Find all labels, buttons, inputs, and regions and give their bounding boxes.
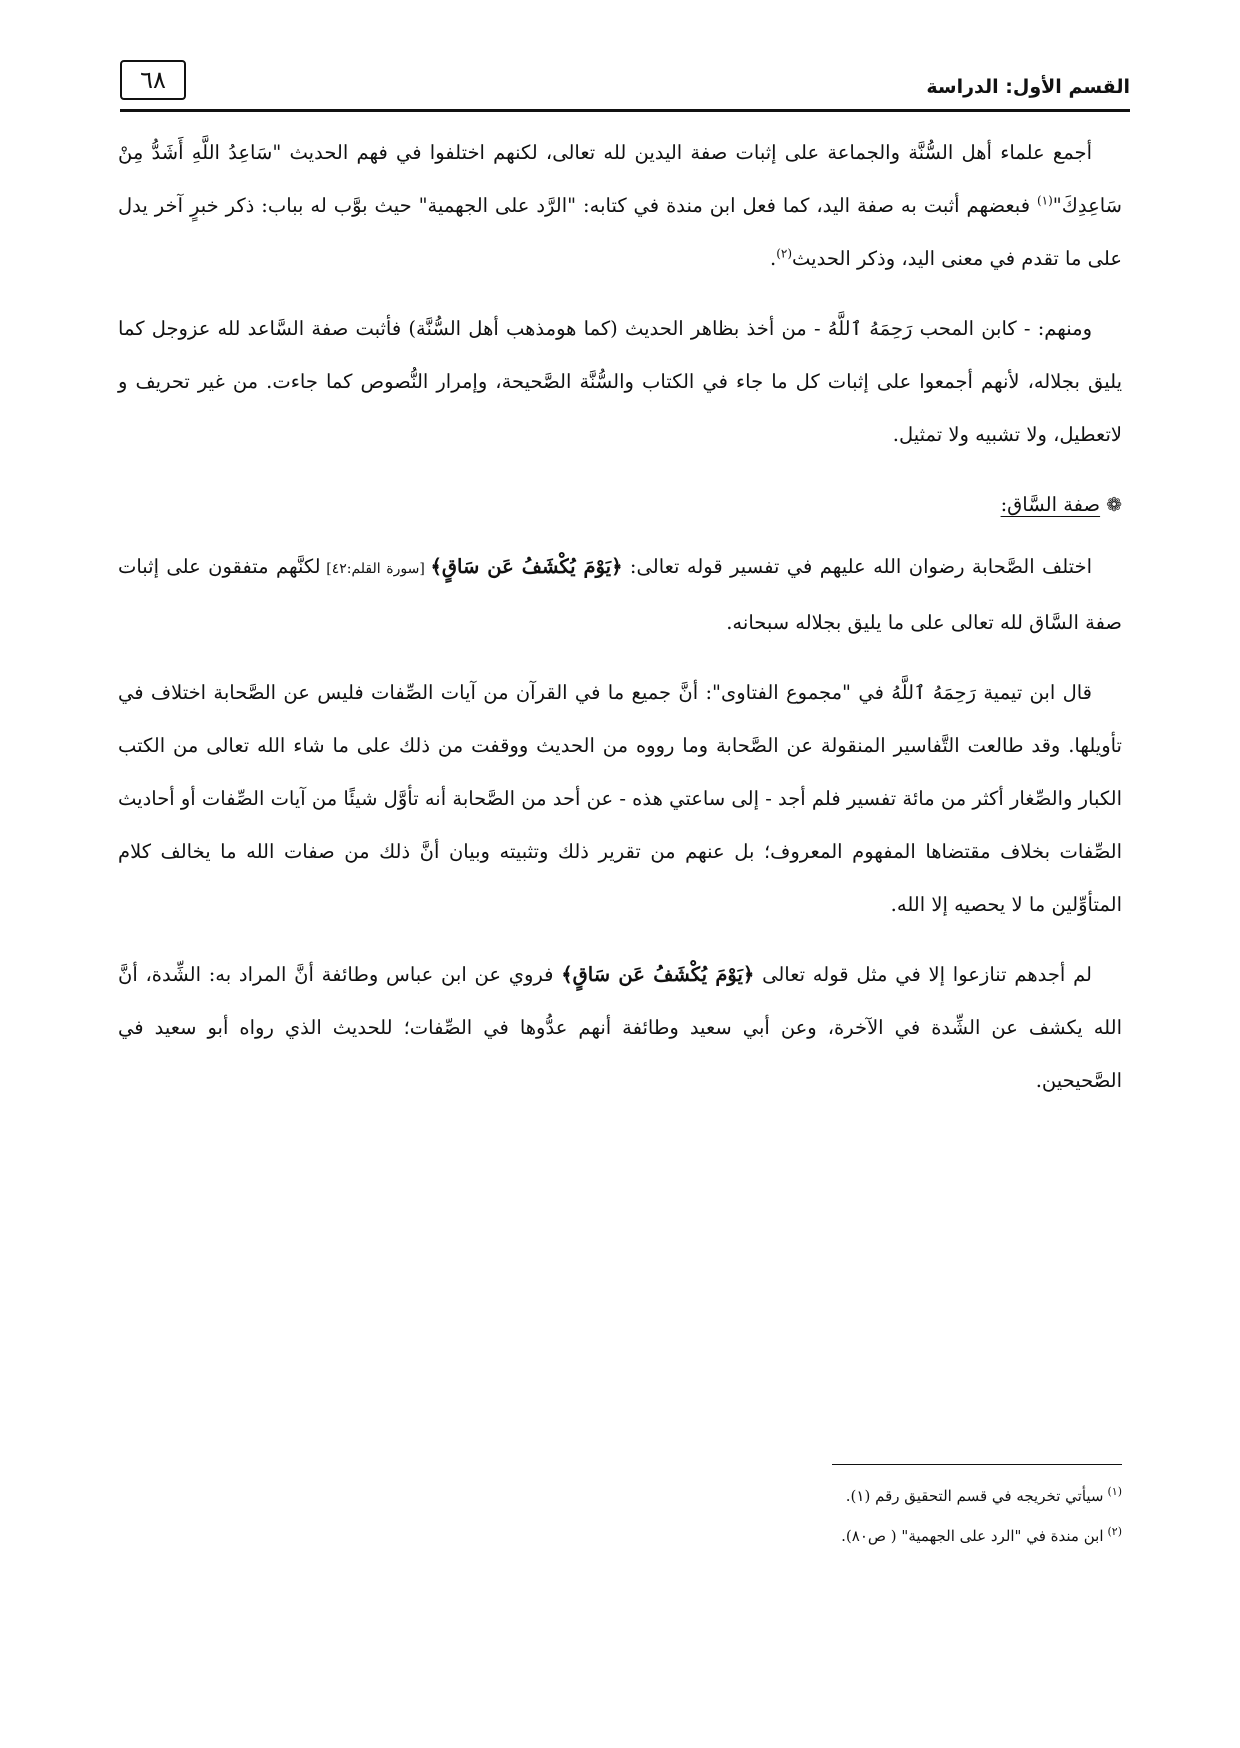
- flower-icon: ❁: [1106, 494, 1122, 516]
- footnote-text: ابن مندة في "الرد على الجهمية" ( ص٨٠).: [841, 1527, 1104, 1545]
- footnote-number: (١): [1107, 1485, 1122, 1498]
- footnote-number: (٢): [1107, 1525, 1122, 1538]
- section-title: القسم الأول: الدراسة: [926, 76, 1130, 98]
- section-heading: [118, 478, 1122, 532]
- verse-citation: [سورة القلم:٤٢]: [320, 561, 431, 577]
- footnote-1: [118, 1476, 1122, 1516]
- footnote-divider: [832, 1464, 1122, 1465]
- paragraph-5-text-a: لم أجدهم تنازعوا إلا في مثل قوله تعالى: [754, 963, 1092, 986]
- page-header: [120, 58, 1130, 108]
- paragraph-1-text-c: .: [770, 247, 777, 270]
- paragraph-3-text-a: اختلف الصَّحابة رضوان الله عليهم في تفسير قوله تعالى:: [622, 555, 1093, 578]
- quran-verse: ﴿يَوْمَ يُكْشَفُ عَن سَاقٍ﴾: [561, 963, 755, 986]
- paragraph-1: [118, 126, 1122, 285]
- body-text: [118, 126, 1122, 1124]
- page-number-box: ٦٨: [120, 60, 186, 100]
- paragraph-3-text-b: لكنَّهم متفقون على إثبات صفة السَّاق لله تعالى على ما يليق بجلاله سبحانه.: [118, 555, 1122, 634]
- footnote-text: سيأتي تخريجه في قسم التحقيق رقم (١).: [845, 1487, 1104, 1505]
- paragraph-3: [118, 540, 1122, 649]
- paragraph-5: [118, 948, 1122, 1107]
- footnotes: [118, 1476, 1122, 1556]
- footnote-2: [118, 1516, 1122, 1556]
- paragraph-4: قال ابن تيمية رَحِمَهُ ٱللَّهُ في "مجموع الفتاوى": أنَّ جميع ما في القرآن من آيات الصِّفات فليس عن الصَّحابة اختلاف في تأويلها. وقد طالعت التَّفاسير المنقولة عن الصَّحابة وما رووه من الحديث ووقفت من ذلك على ما شاء الله تعالى من الكتب الكبار والصِّغار أكثر من مائة تفسير فلم أجد - إلى ساعتي هذه - عن أحد من الصَّحابة أنه تأوَّل شيئًا من آيات الصِّفات أو أحاديث الصِّفات بخلاف مقتضاها المفهوم المعروف؛ بل عنهم من تقرير ذلك وتثبيته وبيان أنَّ ذلك من صفات الله ما يخالف كلام المتأوِّلين ما لا يحصيه إلا الله.: [118, 681, 1122, 916]
- heading-text: صفة السَّاق:: [1000, 493, 1101, 516]
- paragraph-5-text-b: فروي عن ابن عباس وطائفة أنَّ المراد به: الشِّدة، أنَّ الله يكشف عن الشِّدة في الآخرة، وعن أبي سعيد وطائفة أنهم عدُّوها في الصِّفات؛ للحديث الذي رواه أبو سعيد في الصَّحيحين.: [118, 963, 1122, 1092]
- footnote-ref-1: (١): [1036, 193, 1053, 208]
- paragraph-1-text-b: فبعضهم أثبت به صفة اليد، كما فعل ابن مندة في كتابه: "الرَّد على الجهمية" حيث بوَّب له بباب: ذكر خبرٍ آخر يدل على ما تقدم في معنى اليد، وذكر الحديث: [118, 194, 1122, 270]
- quran-verse: ﴿يَوْمَ يُكْشَفُ عَن سَاقٍ﴾: [430, 555, 623, 578]
- footnote-ref-2: (٢): [776, 246, 793, 261]
- header-divider: [120, 109, 1130, 112]
- paragraph-2: ومنهم: - كابن المحب رَحِمَهُ ٱللَّهُ - من أخذ بظاهر الحديث (كما هومذهب أهل السُّنَّة) فأثبت صفة السَّاعد لله عزوجل كما يليق بجلاله، لأنهم أجمعوا على إثبات كل ما جاء في الكتاب والسُّنَّة الصَّحيحة، وإمرار النُّصوص كما جاءت. من غير تحريف و لاتعطيل، ولا تشبيه ولا تمثيل.: [118, 317, 1122, 446]
- paragraph-1-text-a: أجمع علماء أهل السُّنَّة والجماعة على إثبات صفة اليدين لله تعالى، لكنهم اختلفوا في فهم الحديث "سَاعِدُ اللَّهِ أَشَدُّ مِنْ سَاعِدِكَ": [118, 141, 1122, 217]
